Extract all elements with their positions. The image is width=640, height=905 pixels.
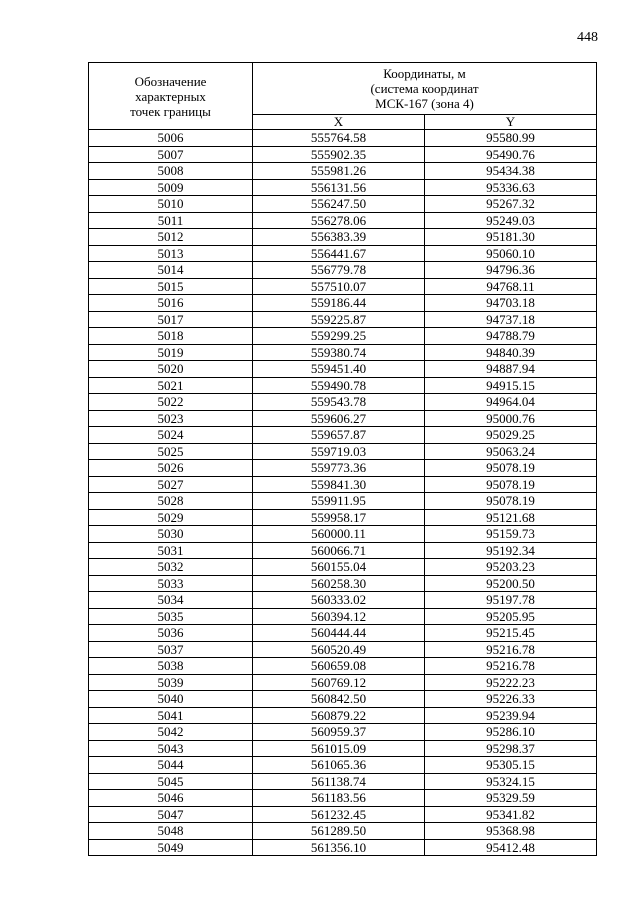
table-row xyxy=(89,212,597,229)
y-coordinate-cell: 95181.30 xyxy=(425,229,597,246)
table-row xyxy=(89,757,597,774)
x-coordinate-cell: 561232.45 xyxy=(253,806,425,823)
y-coordinate-cell: 94964.04 xyxy=(425,394,597,411)
point-id-cell: 5006 xyxy=(89,130,253,147)
y-coordinate-cell: 95239.94 xyxy=(425,707,597,724)
y-coordinate-cell: 95412.48 xyxy=(425,839,597,856)
x-coordinate-cell: 561015.09 xyxy=(253,740,425,757)
y-column-header: Y xyxy=(425,115,597,130)
table-row xyxy=(89,542,597,559)
table-row xyxy=(89,674,597,691)
point-id-cell: 5043 xyxy=(89,740,253,757)
point-id-cell: 5041 xyxy=(89,707,253,724)
y-coordinate-cell: 95078.19 xyxy=(425,460,597,477)
page-number: 448 xyxy=(577,30,598,45)
x-coordinate-cell: 560769.12 xyxy=(253,674,425,691)
y-coordinate-cell: 94840.39 xyxy=(425,344,597,361)
point-id-cell: 5045 xyxy=(89,773,253,790)
coordinates-header-line: МСК-167 (зона 4) xyxy=(375,96,474,111)
table-row xyxy=(89,394,597,411)
table-row xyxy=(89,526,597,543)
x-coordinate-cell: 560394.12 xyxy=(253,608,425,625)
point-id-cell: 5014 xyxy=(89,262,253,279)
x-coordinate-cell: 561138.74 xyxy=(253,773,425,790)
x-column-header: X xyxy=(253,115,425,130)
table-row xyxy=(89,427,597,444)
table-row xyxy=(89,691,597,708)
point-id-cell: 5025 xyxy=(89,443,253,460)
table-row xyxy=(89,608,597,625)
x-coordinate-cell: 556131.56 xyxy=(253,179,425,196)
x-coordinate-cell: 555981.26 xyxy=(253,163,425,180)
x-coordinate-cell: 555902.35 xyxy=(253,146,425,163)
table-row xyxy=(89,460,597,477)
table-row xyxy=(89,509,597,526)
point-id-cell: 5044 xyxy=(89,757,253,774)
point-id-cell: 5015 xyxy=(89,278,253,295)
x-coordinate-cell: 559657.87 xyxy=(253,427,425,444)
point-id-cell: 5009 xyxy=(89,179,253,196)
point-id-cell: 5011 xyxy=(89,212,253,229)
table-row xyxy=(89,592,597,609)
point-id-cell: 5016 xyxy=(89,295,253,312)
y-coordinate-cell: 94915.15 xyxy=(425,377,597,394)
coordinates-header xyxy=(253,63,597,115)
point-id-cell: 5039 xyxy=(89,674,253,691)
x-coordinate-cell: 560258.30 xyxy=(253,575,425,592)
x-coordinate-cell: 556247.50 xyxy=(253,196,425,213)
table-header-row xyxy=(89,63,597,115)
table-body xyxy=(89,130,597,856)
point-id-cell: 5021 xyxy=(89,377,253,394)
table-row xyxy=(89,130,597,147)
point-id-cell: 5046 xyxy=(89,790,253,807)
y-coordinate-cell: 95000.76 xyxy=(425,410,597,427)
point-id-cell: 5028 xyxy=(89,493,253,510)
x-coordinate-cell: 559451.40 xyxy=(253,361,425,378)
y-coordinate-cell: 95200.50 xyxy=(425,575,597,592)
point-id-cell: 5032 xyxy=(89,559,253,576)
x-coordinate-cell: 559841.30 xyxy=(253,476,425,493)
x-coordinate-cell: 560155.04 xyxy=(253,559,425,576)
x-coordinate-cell: 559299.25 xyxy=(253,328,425,345)
x-coordinate-cell: 559543.78 xyxy=(253,394,425,411)
y-coordinate-cell: 95197.78 xyxy=(425,592,597,609)
point-id-cell: 5030 xyxy=(89,526,253,543)
y-coordinate-cell: 95216.78 xyxy=(425,641,597,658)
y-coordinate-cell: 95078.19 xyxy=(425,493,597,510)
y-coordinate-cell: 94796.36 xyxy=(425,262,597,279)
y-coordinate-cell: 94737.18 xyxy=(425,311,597,328)
point-id-cell: 5008 xyxy=(89,163,253,180)
y-coordinate-cell: 95249.03 xyxy=(425,212,597,229)
table-row xyxy=(89,740,597,757)
x-coordinate-cell: 559225.87 xyxy=(253,311,425,328)
point-id-cell: 5013 xyxy=(89,245,253,262)
y-coordinate-cell: 95490.76 xyxy=(425,146,597,163)
y-coordinate-cell: 95305.15 xyxy=(425,757,597,774)
y-coordinate-cell: 95121.68 xyxy=(425,509,597,526)
x-coordinate-cell: 559911.95 xyxy=(253,493,425,510)
table-row xyxy=(89,443,597,460)
y-coordinate-cell: 95329.59 xyxy=(425,790,597,807)
y-coordinate-cell: 95063.24 xyxy=(425,443,597,460)
y-coordinate-cell: 94768.11 xyxy=(425,278,597,295)
table-row xyxy=(89,476,597,493)
point-id-cell: 5042 xyxy=(89,724,253,741)
coordinates-header-line: (система координат xyxy=(370,81,479,96)
y-coordinate-cell: 95267.32 xyxy=(425,196,597,213)
x-coordinate-cell: 559380.74 xyxy=(253,344,425,361)
x-coordinate-cell: 561183.56 xyxy=(253,790,425,807)
table-row xyxy=(89,658,597,675)
x-coordinate-cell: 560520.49 xyxy=(253,641,425,658)
point-id-cell: 5018 xyxy=(89,328,253,345)
x-coordinate-cell: 555764.58 xyxy=(253,130,425,147)
y-coordinate-cell: 94703.18 xyxy=(425,295,597,312)
y-coordinate-cell: 95434.38 xyxy=(425,163,597,180)
table-row xyxy=(89,575,597,592)
table-row xyxy=(89,790,597,807)
x-coordinate-cell: 559719.03 xyxy=(253,443,425,460)
coordinates-header-line: Координаты, м xyxy=(383,66,466,81)
point-id-cell: 5049 xyxy=(89,839,253,856)
y-coordinate-cell: 95060.10 xyxy=(425,245,597,262)
table-row xyxy=(89,806,597,823)
y-coordinate-cell: 95286.10 xyxy=(425,724,597,741)
y-coordinate-cell: 95205.95 xyxy=(425,608,597,625)
x-coordinate-cell: 556779.78 xyxy=(253,262,425,279)
x-coordinate-cell: 559958.17 xyxy=(253,509,425,526)
y-coordinate-cell: 95226.33 xyxy=(425,691,597,708)
point-label-header xyxy=(89,63,253,130)
point-id-cell: 5047 xyxy=(89,806,253,823)
y-coordinate-cell: 95216.78 xyxy=(425,658,597,675)
x-coordinate-cell: 561289.50 xyxy=(253,823,425,840)
point-id-cell: 5037 xyxy=(89,641,253,658)
y-coordinate-cell: 95298.37 xyxy=(425,740,597,757)
y-coordinate-cell: 95029.25 xyxy=(425,427,597,444)
x-coordinate-cell: 560959.37 xyxy=(253,724,425,741)
point-id-cell: 5023 xyxy=(89,410,253,427)
x-coordinate-cell: 557510.07 xyxy=(253,278,425,295)
table-row xyxy=(89,724,597,741)
table-row xyxy=(89,839,597,856)
point-id-cell: 5035 xyxy=(89,608,253,625)
y-coordinate-cell: 94887.94 xyxy=(425,361,597,378)
table-row xyxy=(89,245,597,262)
x-coordinate-cell: 559490.78 xyxy=(253,377,425,394)
y-coordinate-cell: 94788.79 xyxy=(425,328,597,345)
y-coordinate-cell: 95580.99 xyxy=(425,130,597,147)
x-coordinate-cell: 560842.50 xyxy=(253,691,425,708)
point-id-cell: 5038 xyxy=(89,658,253,675)
x-coordinate-cell: 560066.71 xyxy=(253,542,425,559)
point-id-cell: 5033 xyxy=(89,575,253,592)
table-row xyxy=(89,559,597,576)
table-row xyxy=(89,196,597,213)
x-coordinate-cell: 556441.67 xyxy=(253,245,425,262)
point-id-cell: 5031 xyxy=(89,542,253,559)
table-row xyxy=(89,493,597,510)
table-row xyxy=(89,377,597,394)
table-row xyxy=(89,361,597,378)
table-row xyxy=(89,344,597,361)
x-coordinate-cell: 560000.11 xyxy=(253,526,425,543)
point-id-cell: 5020 xyxy=(89,361,253,378)
table-row xyxy=(89,823,597,840)
y-coordinate-cell: 95341.82 xyxy=(425,806,597,823)
x-coordinate-cell: 560444.44 xyxy=(253,625,425,642)
point-id-cell: 5012 xyxy=(89,229,253,246)
point-id-cell: 5036 xyxy=(89,625,253,642)
table-row xyxy=(89,410,597,427)
y-coordinate-cell: 95192.34 xyxy=(425,542,597,559)
x-coordinate-cell: 561356.10 xyxy=(253,839,425,856)
point-id-cell: 5007 xyxy=(89,146,253,163)
x-coordinate-cell: 556383.39 xyxy=(253,229,425,246)
table-row xyxy=(89,278,597,295)
table-row xyxy=(89,295,597,312)
table-row xyxy=(89,773,597,790)
y-coordinate-cell: 95078.19 xyxy=(425,476,597,493)
table-row xyxy=(89,262,597,279)
point-label-header-line: Обозначение xyxy=(134,73,207,89)
point-label-header-line: характерных xyxy=(135,88,206,104)
table-row xyxy=(89,163,597,180)
coordinates-table xyxy=(88,62,597,856)
x-coordinate-cell: 559606.27 xyxy=(253,410,425,427)
y-coordinate-cell: 95336.63 xyxy=(425,179,597,196)
point-id-cell: 5019 xyxy=(89,344,253,361)
point-id-cell: 5017 xyxy=(89,311,253,328)
y-coordinate-cell: 95215.45 xyxy=(425,625,597,642)
table-row xyxy=(89,179,597,196)
point-id-cell: 5022 xyxy=(89,394,253,411)
table-row xyxy=(89,229,597,246)
table-row xyxy=(89,625,597,642)
x-coordinate-cell: 560879.22 xyxy=(253,707,425,724)
point-id-cell: 5010 xyxy=(89,196,253,213)
y-coordinate-cell: 95368.98 xyxy=(425,823,597,840)
table-row xyxy=(89,311,597,328)
y-coordinate-cell: 95203.23 xyxy=(425,559,597,576)
point-id-cell: 5026 xyxy=(89,460,253,477)
y-coordinate-cell: 95324.15 xyxy=(425,773,597,790)
point-id-cell: 5034 xyxy=(89,592,253,609)
table-row xyxy=(89,328,597,345)
point-id-cell: 5029 xyxy=(89,509,253,526)
x-coordinate-cell: 561065.36 xyxy=(253,757,425,774)
point-id-cell: 5048 xyxy=(89,823,253,840)
table-row xyxy=(89,707,597,724)
point-id-cell: 5040 xyxy=(89,691,253,708)
point-label-header-line: точек границы xyxy=(130,103,211,119)
x-coordinate-cell: 556278.06 xyxy=(253,212,425,229)
x-coordinate-cell: 559773.36 xyxy=(253,460,425,477)
table-row xyxy=(89,146,597,163)
y-coordinate-cell: 95159.73 xyxy=(425,526,597,543)
point-id-cell: 5027 xyxy=(89,476,253,493)
table-row xyxy=(89,641,597,658)
x-coordinate-cell: 560659.08 xyxy=(253,658,425,675)
x-coordinate-cell: 559186.44 xyxy=(253,295,425,312)
y-coordinate-cell: 95222.23 xyxy=(425,674,597,691)
x-coordinate-cell: 560333.02 xyxy=(253,592,425,609)
point-id-cell: 5024 xyxy=(89,427,253,444)
